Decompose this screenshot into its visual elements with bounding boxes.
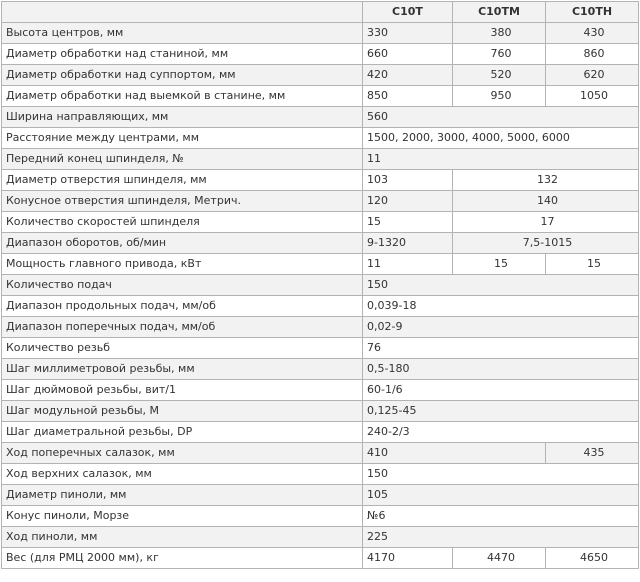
cell-value: 150 [363,275,639,296]
cell-value: 330 [363,23,453,44]
model-c10tm: С10ТМ [453,2,546,23]
table-row [2,44,639,65]
cell-value: 11 [363,149,639,170]
cell-value: 105 [363,485,639,506]
cell-value: 410 [363,443,546,464]
table-row [2,191,639,212]
table-row [2,401,639,422]
table-row [2,422,639,443]
table-row [2,317,639,338]
table-row [2,296,639,317]
cell-value: 15 [546,254,639,275]
table-row [2,380,639,401]
cell-value: 1500, 2000, 3000, 4000, 5000, 6000 [363,128,639,149]
table-row [2,464,639,485]
row-label: Диаметр отверстия шпинделя, мм [2,170,363,191]
cell-value: 950 [453,86,546,107]
cell-value: 150 [363,464,639,485]
row-label: Диапазон продольных подач, мм/об [2,296,363,317]
table-row [2,212,639,233]
row-label: Диаметр обработки над суппортом, мм [2,65,363,86]
cell-value: 4470 [453,548,546,569]
row-label: Шаг модульной резьбы, М [2,401,363,422]
cell-value: 850 [363,86,453,107]
row-label: Ход поперечных салазок, мм [2,443,363,464]
cell-value: №6 [363,506,639,527]
cell-value: 9-1320 [363,233,453,254]
cell-value: 520 [453,65,546,86]
row-label: Конус пиноли, Морзе [2,506,363,527]
table-row [2,548,639,569]
cell-value: 430 [546,23,639,44]
header-blank [2,2,363,23]
table-row [2,527,639,548]
cell-value: 132 [453,170,639,191]
table-row [2,359,639,380]
row-label: Расстояние между центрами, мм [2,128,363,149]
cell-value: 225 [363,527,639,548]
row-label: Ход верхних салазок, мм [2,464,363,485]
table-row [2,254,639,275]
table-row [2,506,639,527]
row-label: Диаметр обработки над станиной, мм [2,44,363,65]
table-row [2,149,639,170]
table-row [2,128,639,149]
row-label: Высота центров, мм [2,23,363,44]
row-label: Диаметр пиноли, мм [2,485,363,506]
table-row [2,107,639,128]
cell-value: 11 [363,254,453,275]
cell-value: 140 [453,191,639,212]
cell-value: 60-1/6 [363,380,639,401]
row-label: Шаг миллиметровой резьбы, мм [2,359,363,380]
row-label: Количество подач [2,275,363,296]
cell-value: 420 [363,65,453,86]
table-row [2,170,639,191]
row-label: Конусное отверстия шпинделя, Метрич. [2,191,363,212]
spec-table [1,1,639,569]
cell-value: 0,02-9 [363,317,639,338]
table-row [2,485,639,506]
cell-value: 0,125-45 [363,401,639,422]
row-label: Количество резьб [2,338,363,359]
row-label: Диапазон поперечных подач, мм/об [2,317,363,338]
cell-value: 4650 [546,548,639,569]
table-row [2,233,639,254]
cell-value: 560 [363,107,639,128]
row-label: Мощность главного привода, кВт [2,254,363,275]
row-label: Диапазон оборотов, об/мин [2,233,363,254]
cell-value: 17 [453,212,639,233]
table-row [2,275,639,296]
cell-value: 4170 [363,548,453,569]
cell-value: 0,5-180 [363,359,639,380]
cell-value: 76 [363,338,639,359]
row-label: Ширина направляющих, мм [2,107,363,128]
row-label: Диаметр обработки над выемкой в станине, мм [2,86,363,107]
model-c10tn: С10ТН [546,2,639,23]
cell-value: 103 [363,170,453,191]
cell-value: 15 [363,212,453,233]
cell-value: 860 [546,44,639,65]
cell-value: 120 [363,191,453,212]
cell-value: 660 [363,44,453,65]
table-row [2,65,639,86]
table-row [2,338,639,359]
header-row [2,2,639,23]
cell-value: 620 [546,65,639,86]
model-c10t: С10Т [363,2,453,23]
row-label: Шаг диаметральной резьбы, DP [2,422,363,443]
row-label: Вес (для РМЦ 2000 мм), кг [2,548,363,569]
cell-value: 15 [453,254,546,275]
row-label: Шаг дюймовой резьбы, вит/1 [2,380,363,401]
cell-value: 7,5-1015 [453,233,639,254]
cell-value: 1050 [546,86,639,107]
cell-value: 380 [453,23,546,44]
table-row [2,86,639,107]
cell-value: 0,039-18 [363,296,639,317]
cell-value: 240-2/3 [363,422,639,443]
table-row [2,443,639,464]
cell-value: 760 [453,44,546,65]
cell-value: 435 [546,443,639,464]
row-label: Количество скоростей шпинделя [2,212,363,233]
table-row [2,23,639,44]
row-label: Передний конец шпинделя, № [2,149,363,170]
row-label: Ход пиноли, мм [2,527,363,548]
